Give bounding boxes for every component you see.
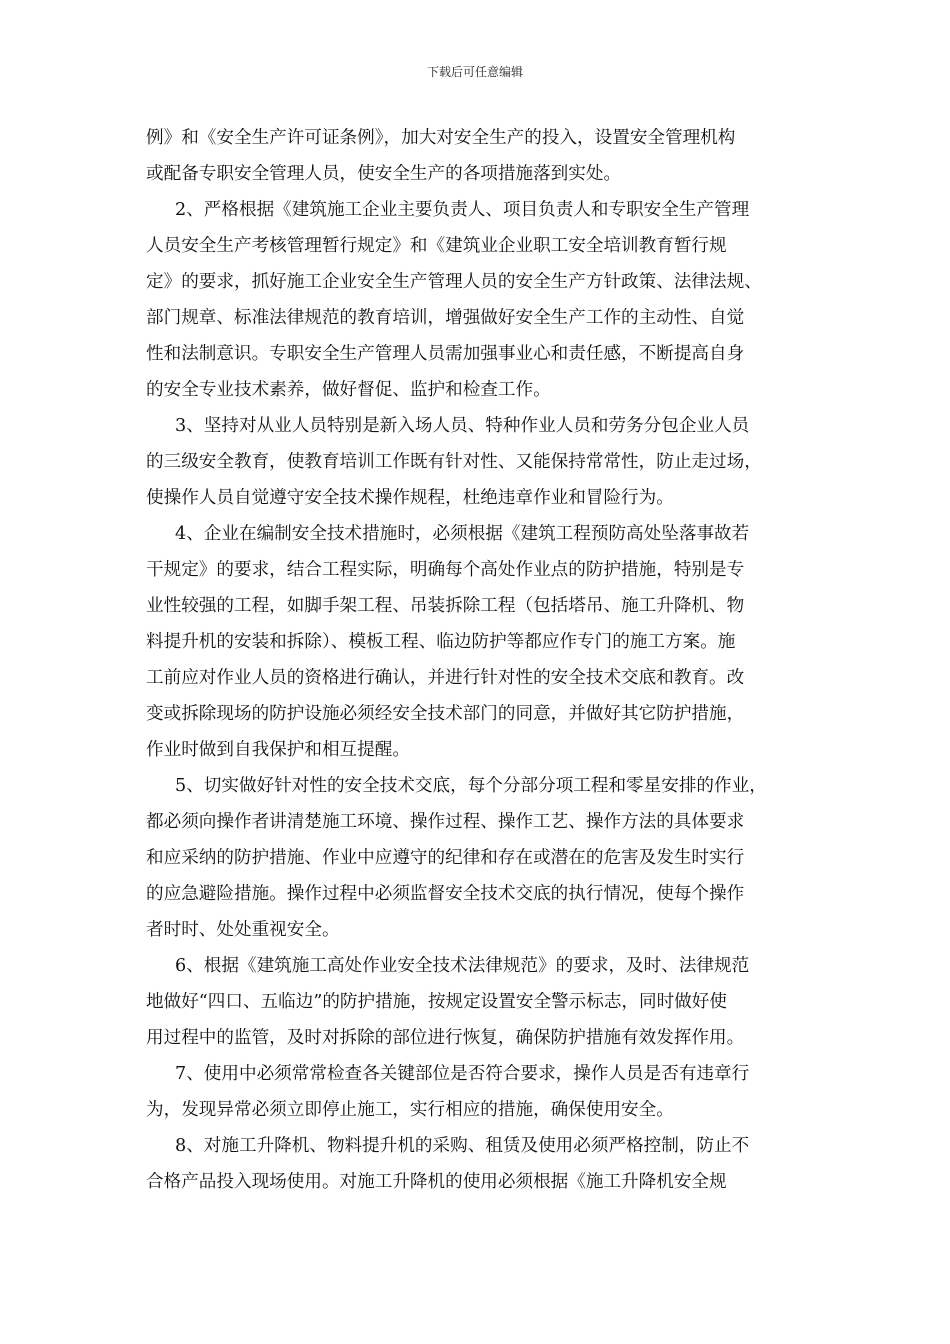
paragraph-first-line: 6、根据《建筑施工高处作业安全技术法律规范》的要求，及时、法律规范 [175, 956, 750, 976]
text-line: 的安全专业技术素养，做好督促、监护和检查工作。 [146, 380, 551, 400]
text-line: 者时时、处处重视安全。 [146, 920, 340, 940]
paragraph-first-line: 8、对施工升降机、物料提升机的采购、租赁及使用必须严格控制，防止不 [175, 1136, 750, 1156]
text-line: 作业时做到自我保护和相互提醒。 [146, 740, 410, 760]
text-line: 变或拆除现场的防护设施必须经安全技术部门的同意，并做好其它防护措施， [146, 704, 745, 724]
text-line: 工前应对作业人员的资格进行确认，并进行针对性的安全技术交底和教育。改 [146, 668, 745, 688]
text-line: 例》和《安全生产许可证条例》，加大对安全生产的投入，设置安全管理机构 [146, 128, 736, 148]
paragraph-first-line: 2、严格根据《建筑施工企业主要负责人、项目负责人和专职安全生产管理 [175, 200, 750, 220]
paragraph-first-line: 7、使用中必须常常检查各关键部位是否符合要求，操作人员是否有违章行 [175, 1064, 750, 1084]
text-line: 部门规章、标准法律规范的教育培训，增强做好安全生产工作的主动性、自觉 [146, 308, 745, 328]
text-line: 定》的要求，抓好施工企业安全生产管理人员的安全生产方针政策、法律法规、 [146, 272, 762, 292]
text-line: 干规定》的要求，结合工程实际，明确每个高处作业点的防护措施，特别是专 [146, 560, 745, 580]
text-line: 和应采纳的防护措施、作业中应遵守的纪律和存在或潜在的危害及发生时实行 [146, 848, 745, 868]
text-line: 合格产品投入现场使用。对施工升降机的使用必须根据《施工升降机安全规 [146, 1172, 727, 1192]
text-line: 人员安全生产考核管理暂行规定》和《建筑业企业职工安全培训教育暂行规 [146, 236, 727, 256]
text-line: 使操作人员自觉遵守安全技术操作规程，杜绝违章作业和冒险行为。 [146, 488, 674, 508]
text-line: 料提升机的安装和拆除）、模板工程、临边防护等都应作专门的施工方案。施 [146, 632, 736, 652]
text-line: 或配备专职安全管理人员，使安全生产的各项措施落到实处。 [146, 164, 622, 184]
paragraph-first-line: 3、坚持对从业人员特别是新入场人员、特种作业人员和劳务分包企业人员 [175, 416, 750, 436]
page-header: 下载后可任意编辑 [426, 65, 523, 79]
text-line: 性和法制意识。专职安全生产管理人员需加强事业心和责任感，不断提高自身 [146, 344, 745, 364]
text-line: 地做好“四口、五临边”的防护措施，按规定设置安全警示标志，同时做好使 [146, 992, 727, 1012]
text-line: 的应急避险措施。操作过程中必须监督安全技术交底的执行情况，使每个操作 [146, 884, 745, 904]
paragraph-first-line: 5、切实做好针对性的安全技术交底，每个分部分项工程和零星安排的作业， [175, 776, 767, 796]
text-line: 为，发现异常必须立即停止施工，实行相应的措施，确保使用安全。 [146, 1100, 674, 1120]
paragraph-first-line: 4、企业在编制安全技术措施时，必须根据《建筑工程预防高处坠落事故若 [175, 524, 750, 544]
document-body [146, 120, 811, 1200]
text-line: 用过程中的监管，及时对拆除的部位进行恢复，确保防护措施有效发挥作用。 [146, 1028, 745, 1048]
text-line: 的三级安全教育，使教育培训工作既有针对性、又能保持常常性，防止走过场， [146, 452, 762, 472]
text-line: 都必须向操作者讲清楚施工环境、操作过程、操作工艺、操作方法的具体要求 [146, 812, 745, 832]
text-line: 业性较强的工程，如脚手架工程、吊装拆除工程（包括塔吊、施工升降机、物 [146, 596, 745, 616]
